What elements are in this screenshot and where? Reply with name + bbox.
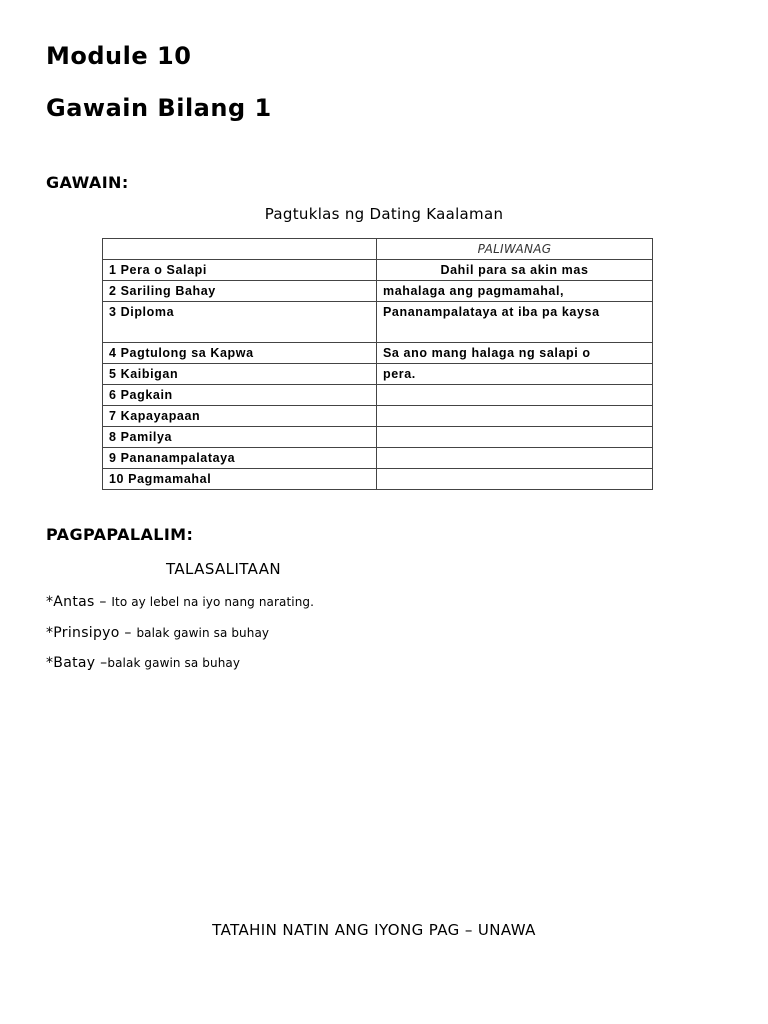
table-explanation — [377, 385, 653, 406]
talasalitaan-heading: TALASALITAAN — [166, 560, 282, 578]
activity-title: Gawain Bilang 1 — [46, 94, 272, 122]
table-explanation: pera. — [377, 364, 653, 385]
table-item: 7 Kapayapaan — [103, 406, 377, 427]
table-item: 8 Pamilya — [103, 427, 377, 448]
table-row — [103, 343, 653, 364]
activity-table — [102, 238, 653, 490]
term-label: *Prinsipyo – — [46, 625, 137, 641]
table-row — [103, 260, 653, 281]
table-header-item — [103, 239, 377, 260]
term-entry-batay — [46, 652, 240, 671]
table-explanation — [377, 448, 653, 469]
table-row — [103, 469, 653, 490]
table-row — [103, 385, 653, 406]
term-label: *Batay – — [46, 655, 108, 671]
term-entry-antas — [46, 591, 314, 610]
term-entry-prinsipyo — [46, 622, 269, 641]
table-explanation: Dahil para sa akin mas — [377, 260, 653, 281]
gawain-heading: GAWAIN: — [46, 173, 129, 192]
table-explanation: Sa ano mang halaga ng salapi o — [377, 343, 653, 364]
table-header-row — [103, 239, 653, 260]
table-row — [103, 364, 653, 385]
table-explanation — [377, 406, 653, 427]
table-item: 5 Kaibigan — [103, 364, 377, 385]
term-definition: balak gawin sa buhay — [136, 626, 270, 640]
module-title: Module 10 — [46, 42, 192, 70]
table-item: 9 Pananampalataya — [103, 448, 377, 469]
table-row — [103, 427, 653, 448]
table-item: 3 Diploma — [103, 302, 377, 343]
footer-title: TATAHIN NATIN ANG IYONG PAG – UNAWA — [212, 921, 536, 939]
table-item: 1 Pera o Salapi — [103, 260, 377, 281]
table-row — [103, 281, 653, 302]
table-row — [103, 448, 653, 469]
table-item: 2 Sariling Bahay — [103, 281, 377, 302]
table-explanation — [377, 469, 653, 490]
table-explanation — [377, 427, 653, 448]
table-explanation: Pananampalataya at iba pa kaysa — [377, 302, 653, 343]
term-definition: Ito ay lebel na iyo nang narating. — [111, 595, 315, 609]
table-item: 10 Pagmamahal — [103, 469, 377, 490]
term-definition: balak gawin sa buhay — [107, 656, 241, 670]
pagpapalalim-heading: PAGPAPALALIM: — [46, 525, 194, 544]
gawain-subtitle: Pagtuklas ng Dating Kaalaman — [264, 205, 504, 223]
table-item: 6 Pagkain — [103, 385, 377, 406]
table-header-explanation: PALIWANAG — [377, 239, 653, 260]
table-explanation: mahalaga ang pagmamahal, — [377, 281, 653, 302]
table-row — [103, 406, 653, 427]
term-label: *Antas – — [46, 594, 112, 610]
table-row — [103, 302, 653, 343]
table-item: 4 Pagtulong sa Kapwa — [103, 343, 377, 364]
